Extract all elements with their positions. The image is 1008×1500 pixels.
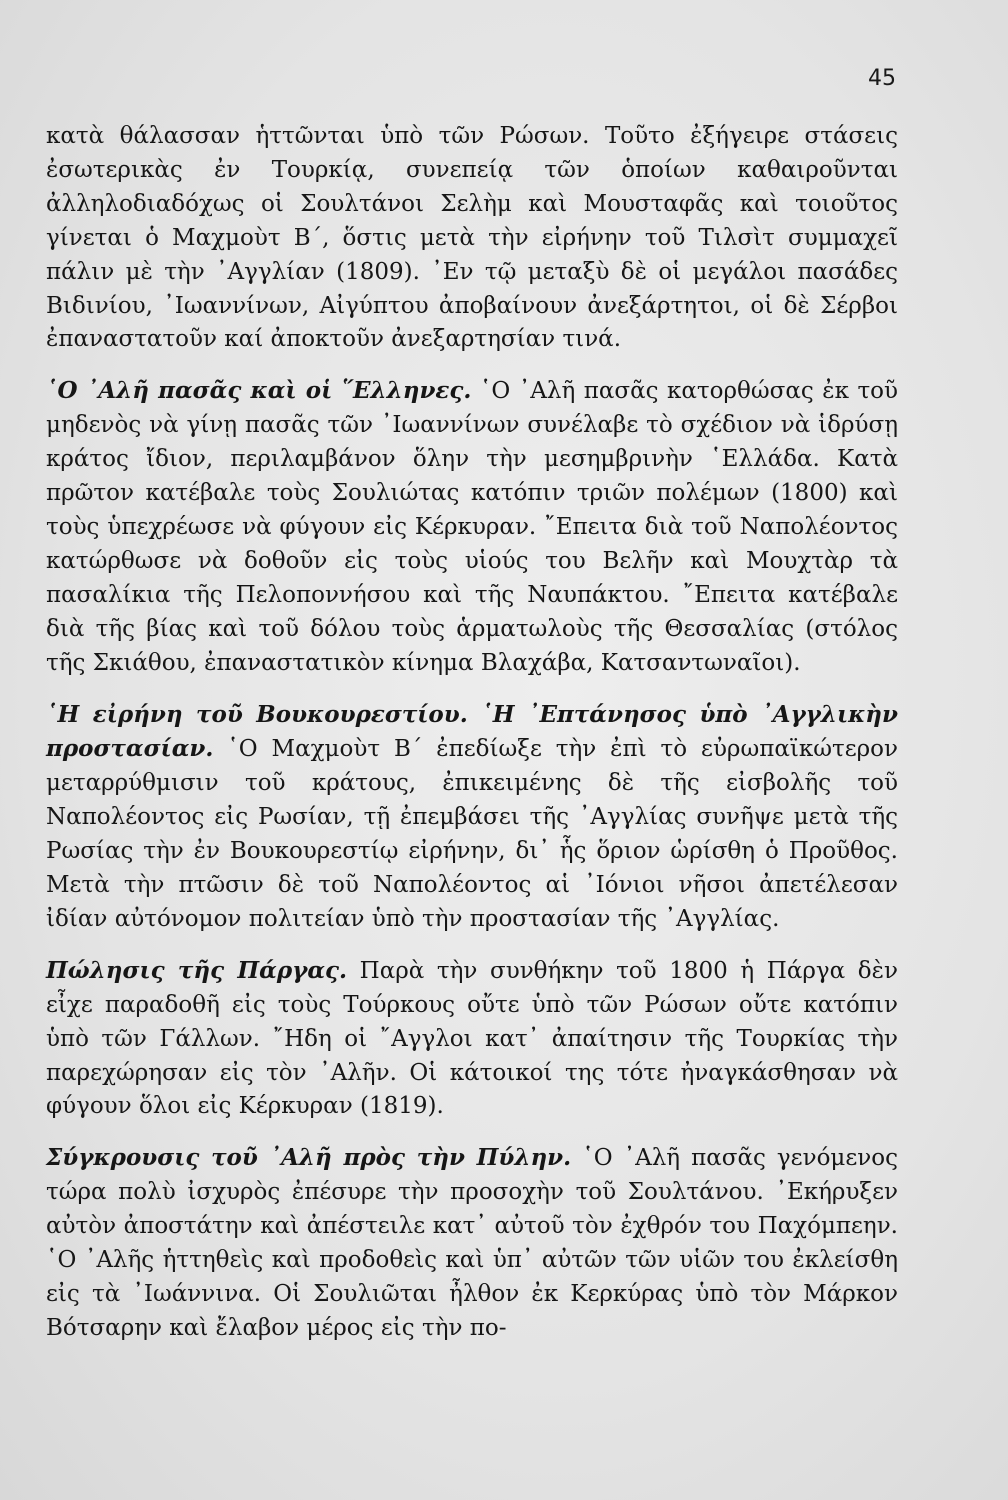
paragraph-parga-sale [46,954,898,1125]
paragraph-text: ῾Ο ᾿Αλῆ πασᾶς κατορθώσας ἐκ τοῦ μηδενὸς νὰ γίνῃ πασᾶς τῶν ᾿Ιωαννίνων συνέλαβε τὸ σχέδιον νὰ ἱδρύσῃ κράτος ἴδιον, περιλαμβάνον ὅλην τὴν μεσημβρινὴν ῾Ελλάδα. Κατὰ πρῶτον κατέβαλε τοὺς Σουλιώτας κατόπιν τριῶν πολέμων (1800) καὶ τοὺς ὑπεχρέωσε νὰ φύγουν εἰς Κέρκυραν. ῎Επειτα διὰ τοῦ Ναπολέοντος κατώρθωσε νὰ δοθοῦν εἰς τοὺς υἱούς του Βελῆν καὶ Μουχτὰρ τὰ πασαλίκια τῆς Πελοποννήσου καὶ τῆς Ναυπάκτου. ῎Επειτα κατέβαλε διὰ τῆς βίας καὶ τοῦ δόλου τοὺς ἁρματωλοὺς τῆς Θεσσαλίας (στόλος τῆς Σκιάθου, ἐπαναστατικὸν κίνημα Βλαχάβα, Κατσαντωναῖοι). [46,378,898,676]
paragraph-intro [46,120,898,357]
paragraph-text: Παρὰ τὴν συνθήκην τοῦ 1800 ἡ Πάργα δὲν εἶχε παραδοθῆ εἰς τοὺς Τούρκους οὔτε ὑπὸ τῶν Ρώσων οὔτε κατόπιν ὑπὸ τῶν Γάλλων. ῎Ηδη οἱ ῎Αγγλοι κατ᾽ ἀπαίτησιν τῆς Τουρκίας τὴν παρεχώρησαν εἰς τὸν ᾿Αλῆν. Οἱ κάτοικοί της τότε ἠναγκάσθησαν νὰ φύγουν ὅλοι εἰς Κέρκυραν (1819). [46,957,898,1120]
section-heading: Σύγκρουσις τοῦ ᾿Αλῆ πρὸς τὴν Πύλην. [46,1144,572,1172]
paragraph-conflict-porte [46,1141,898,1345]
section-heading: Πώλησις τῆς Πάργας. [46,956,348,984]
paragraph-ali-pasha [46,374,898,680]
section-heading: ῾Ο ᾿Αλῆ πασᾶς καὶ οἱ ῞Ελληνες. [46,377,472,405]
paragraph-text: κατὰ θάλασσαν ἡττῶνται ὑπὸ τῶν Ρώσων. Τοῦτο ἐξήγειρε στάσεις ἐσωτερικὰς ἐν Τουρκίᾳ, συνεπείᾳ τῶν ὁποίων καθαιροῦνται ἀλληλοδιαδόχως οἱ Σουλτάνοι Σελὴμ καὶ Μουσταφᾶς καὶ τοιοῦτος γίνεται ὁ Μαχμοὺτ Β΄, ὅστις μετὰ τὴν εἰρήνην τοῦ Τιλσὶτ συμμαχεῖ πάλιν μὲ τὴν ᾿Αγγλίαν (1809). ᾿Εν τῷ μεταξὺ δὲ οἱ μεγάλοι πασάδες Βιδινίου, ᾿Ιωαννίνων, Αἰγύπτου ἀποβαίνουν ἀνεξάρτητοι, οἱ δὲ Σέρβοι ἐπαναστατοῦν καί ἀποκτοῦν ἀνεξαρτησίαν τινά. [46,123,898,353]
paragraph-text: ῾Ο Μαχμοὺτ Β΄ ἐπεδίωξε τὴν ἐπὶ τὸ εὐρωπαϊκώτερον μεταρρύθμισιν τοῦ κράτους, ἐπικειμένης δὲ τῆς εἰσβολῆς τοῦ Ναπολέοντος εἰς Ρωσίαν, τῇ ἐπεμβάσει τῆς ᾿Αγγλίας συνῆψε μετὰ τῆς Ρωσίας τὴν ἐν Βουκουρεστίῳ εἰρήνην, δι᾽ ἧς ὅριον ὡρίσθη ὁ Προῦθος. Μετὰ τὴν πτῶσιν δὲ τοῦ Ναπολέοντος αἱ ᾿Ιόνιοι νῆσοι ἀπετέλεσαν ἰδίαν αὐτόνομον πολιτείαν ὑπὸ τὴν προστασίαν τῆς ᾿Αγγλίας. [46,736,898,932]
paragraph-bucharest-peace [46,698,898,937]
page-number: 45 [868,66,896,91]
paragraph-text: ῾Ο ᾿Αλῆ πασᾶς γενόμενος τώρα πολὺ ἰσχυρὸς ἐπέσυρε τὴν προσοχὴν τοῦ Σουλτάνου. ᾿Εκήρυξεν αὐτὸν ἀποστάτην καὶ ἀπέστειλε κατ᾽ αὐτοῦ τὸν ἐχθρόν του Παχόμπεην. ῾Ο ᾿Αλῆς ἡττηθεὶς καὶ προδοθεὶς καὶ ὑπ᾽ αὐτῶν τῶν υἱῶν του ἐκλείσθη εἰς τὰ ᾿Ιωάννινα. Οἱ Σουλιῶται ἦλθον ἐκ Κερκύρας ὑπὸ τὸν Μάρκον Βότσαρην καὶ ἔλαβον μέρος εἰς τὴν πο- [46,1145,898,1341]
section-heading: ῾Η εἰρήνη τοῦ Βουκουρεστίου. ῾Η ᾿Επτάνησος ὑπὸ ᾿Αγγλικὴν προστασίαν. [46,700,898,763]
body-text [46,120,898,1346]
